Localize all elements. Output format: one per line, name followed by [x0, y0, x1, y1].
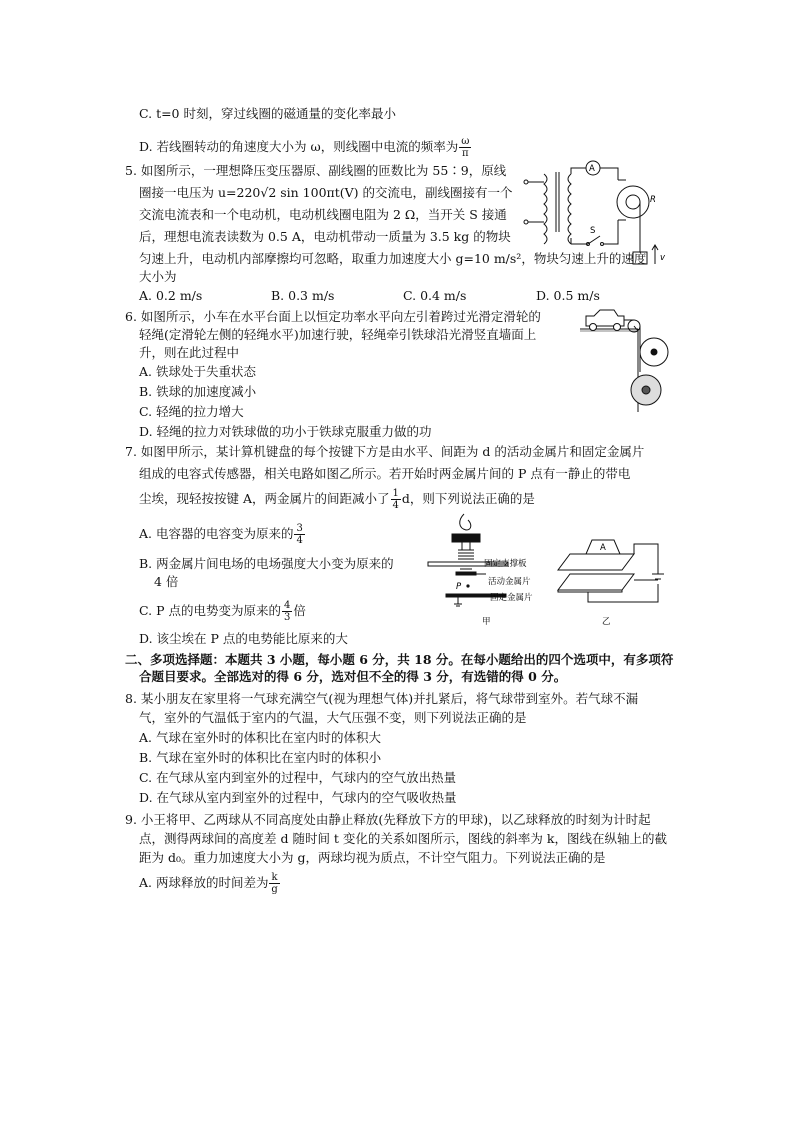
q7-line-1: 7. 如图甲所示，某计算机键盘的每个按键下方是由水平、间距为 d 的活动金属片和固定金属片	[125, 444, 645, 459]
fraction-denominator: 4	[392, 500, 399, 511]
q5-line-1: 5. 如图所示，一理想降压变压器原、副线圈的匝数比为 55∶9，原线	[125, 163, 507, 178]
section-2-header-line-1: 二、多项选择题：本题共 3 小题，每小题 6 分，共 18 分。在每小题给出的四个选项中，有多项符	[125, 652, 674, 667]
q5-option-a: A. 0.2 m/s	[139, 288, 203, 303]
q5-line-4: 后，理想电流表读数为 0.5 A，电动机带动一质量为 3.5 kg 的物块	[139, 229, 511, 244]
q9-option-a	[139, 872, 281, 895]
q5-line-5: 匀速上升，电动机内部摩擦均可忽略，取重力加速度大小 g=10 m/s²，物块匀速上升的速度	[139, 251, 647, 266]
q8-option-d: D. 在气球从室内到室外的过程中，气球内的空气吸收热量	[139, 790, 457, 805]
q7-option-a-text: A. 电容器的电容变为原来的	[139, 526, 294, 541]
fraction-numerator: ω	[461, 136, 470, 147]
q5-option-b: B. 0.3 m/s	[271, 288, 335, 303]
q7-fig-key-a-label: A	[600, 543, 606, 553]
fraction-numerator: 3	[296, 523, 303, 534]
q9-line-3: 距为 d₀。重力加速度大小为 g，两球均视为质点，不计空气阻力。下列说法正确的是	[139, 850, 606, 865]
q5-fig-r-label: R	[650, 195, 656, 205]
fraction-numerator: k	[271, 872, 278, 883]
q5-transformer-figure	[518, 160, 678, 263]
q5-line-6: 大小为	[139, 269, 177, 284]
q7-line-3	[139, 488, 535, 511]
q7-fig-fixed-label: 固定金属片	[490, 593, 533, 603]
q9-line-1: 9. 小王将甲、乙两球从不同高度处由静止释放(先释放下方的甲球)，以乙球释放的时刻为计时起	[125, 812, 651, 827]
q6-option-d: D. 轻绳的拉力对铁球做的功小于铁球克服重力做的功	[139, 424, 432, 439]
q5-fig-switch-label: S	[590, 226, 596, 236]
q4-option-d-fraction	[459, 136, 471, 159]
q7-key-structure-figure	[428, 512, 548, 632]
q6-line-1: 6. 如图所示，小车在水平台面上以恒定功率水平向左引着跨过光滑定滑轮的	[125, 309, 541, 324]
q7-point-p	[466, 584, 469, 587]
q7-option-b-line-1: B. 两金属片间电场的电场强度大小变为原来的	[139, 556, 394, 571]
q7-option-c-fraction	[282, 600, 292, 623]
q7-fig-yi-label: 乙	[602, 617, 611, 627]
q7-line-3-text: 尘埃，现轻按按键 A，两金属片的间距减小了	[139, 491, 390, 506]
q4-option-d	[139, 136, 472, 159]
q7-line-3-tail: d，则下列说法正确的是	[401, 491, 535, 506]
q9-line-2: 点，测得两球间的高度差 d 随时间 t 变化的关系如图所示，图线的斜率为 k，图线在纵轴上的截	[139, 831, 667, 846]
fraction-numerator: 1	[392, 488, 399, 499]
q7-line-3-fraction	[391, 488, 401, 511]
q9-option-a-fraction	[269, 872, 279, 895]
q5-line-3: 交流电流表和一个电动机，电动机线圈电阻为 2 Ω，当开关 S 接通	[139, 207, 507, 222]
q6-line-2: 轻绳(定滑轮左侧的轻绳水平)加速行驶，轻绳牵引铁球沿光滑竖直墙面上	[139, 327, 537, 342]
q7-fig-p-label: P	[456, 582, 462, 592]
fraction-denominator: 4	[296, 535, 303, 546]
q9-option-a-text: A. 两球释放的时间差为	[139, 875, 269, 890]
q8-line-2: 气，室外的气温低于室内的气温，大气压强不变，则下列说法正确的是	[139, 710, 527, 725]
q7-option-b-line-2: 4 倍	[154, 574, 179, 589]
fraction-denominator: π	[461, 148, 469, 159]
q5-option-c: C. 0.4 m/s	[403, 288, 467, 303]
q7-line-2: 组成的电容式传感器，相关电路如图乙所示。若开始时两金属片间的 P 点有一静止的带电	[139, 466, 631, 481]
fraction-denominator: 3	[283, 612, 291, 623]
q5-option-d: D. 0.5 m/s	[536, 288, 600, 303]
q7-option-d: D. 该尘埃在 P 点的电势能比原来的大	[139, 631, 348, 646]
q6-car-pulley-figure	[580, 302, 680, 412]
q8-option-c: C. 在气球从室内到室外的过程中，气球内的空气放出热量	[139, 770, 457, 785]
q7-fig-support-label: 固定支撑板	[484, 559, 527, 569]
q7-option-a	[139, 523, 306, 546]
section-2-header-line-2: 合题目要求。全部选对的得 6 分，选对但不全的得 3 分，有选错的得 0 分。	[139, 669, 567, 684]
q7-fig-movable-label: 活动金属片	[488, 577, 531, 587]
q6-option-b: B. 铁球的加速度减小	[139, 384, 257, 399]
q4-option-c: C. t=0 时刻，穿过线圈的磁通量的变化率最小	[139, 106, 396, 121]
q7-option-c-text: C. P 点的电势变为原来的	[139, 603, 281, 618]
q7-option-c-tail: 倍	[293, 603, 306, 618]
q6-option-c: C. 轻绳的拉力增大	[139, 404, 244, 419]
q8-option-b: B. 气球在室外时的体积比在室内时的体积小	[139, 750, 382, 765]
q7-option-a-fraction	[294, 523, 304, 546]
q7-fig-jia-label: 甲	[482, 617, 491, 627]
fraction-denominator: g	[271, 884, 278, 895]
q7-option-c	[139, 600, 306, 623]
q7-capacitor-circuit-figure	[548, 530, 668, 630]
q8-option-a: A. 气球在室外时的体积比在室内时的体积大	[139, 730, 381, 745]
fraction-numerator: 4	[283, 600, 291, 611]
q6-option-a: A. 铁球处于失重状态	[139, 364, 256, 379]
q5-fig-ammeter-label: A	[589, 164, 595, 174]
q8-line-1: 8. 某小朋友在家里将一气球充满空气(视为理想气体)并扎紧后，将气球带到室外。若气球不漏	[125, 691, 639, 706]
q5-line-2: 圈接一电压为 u=220√2 sin 100πt(V) 的交流电，副线圈接有一个	[139, 185, 513, 200]
q4-option-d-text: D. 若线圈转动的角速度大小为 ω，则线圈中电流的频率为	[139, 139, 459, 154]
q5-fig-v-label: v	[660, 253, 666, 263]
q6-line-3: 升，则在此过程中	[139, 345, 240, 360]
